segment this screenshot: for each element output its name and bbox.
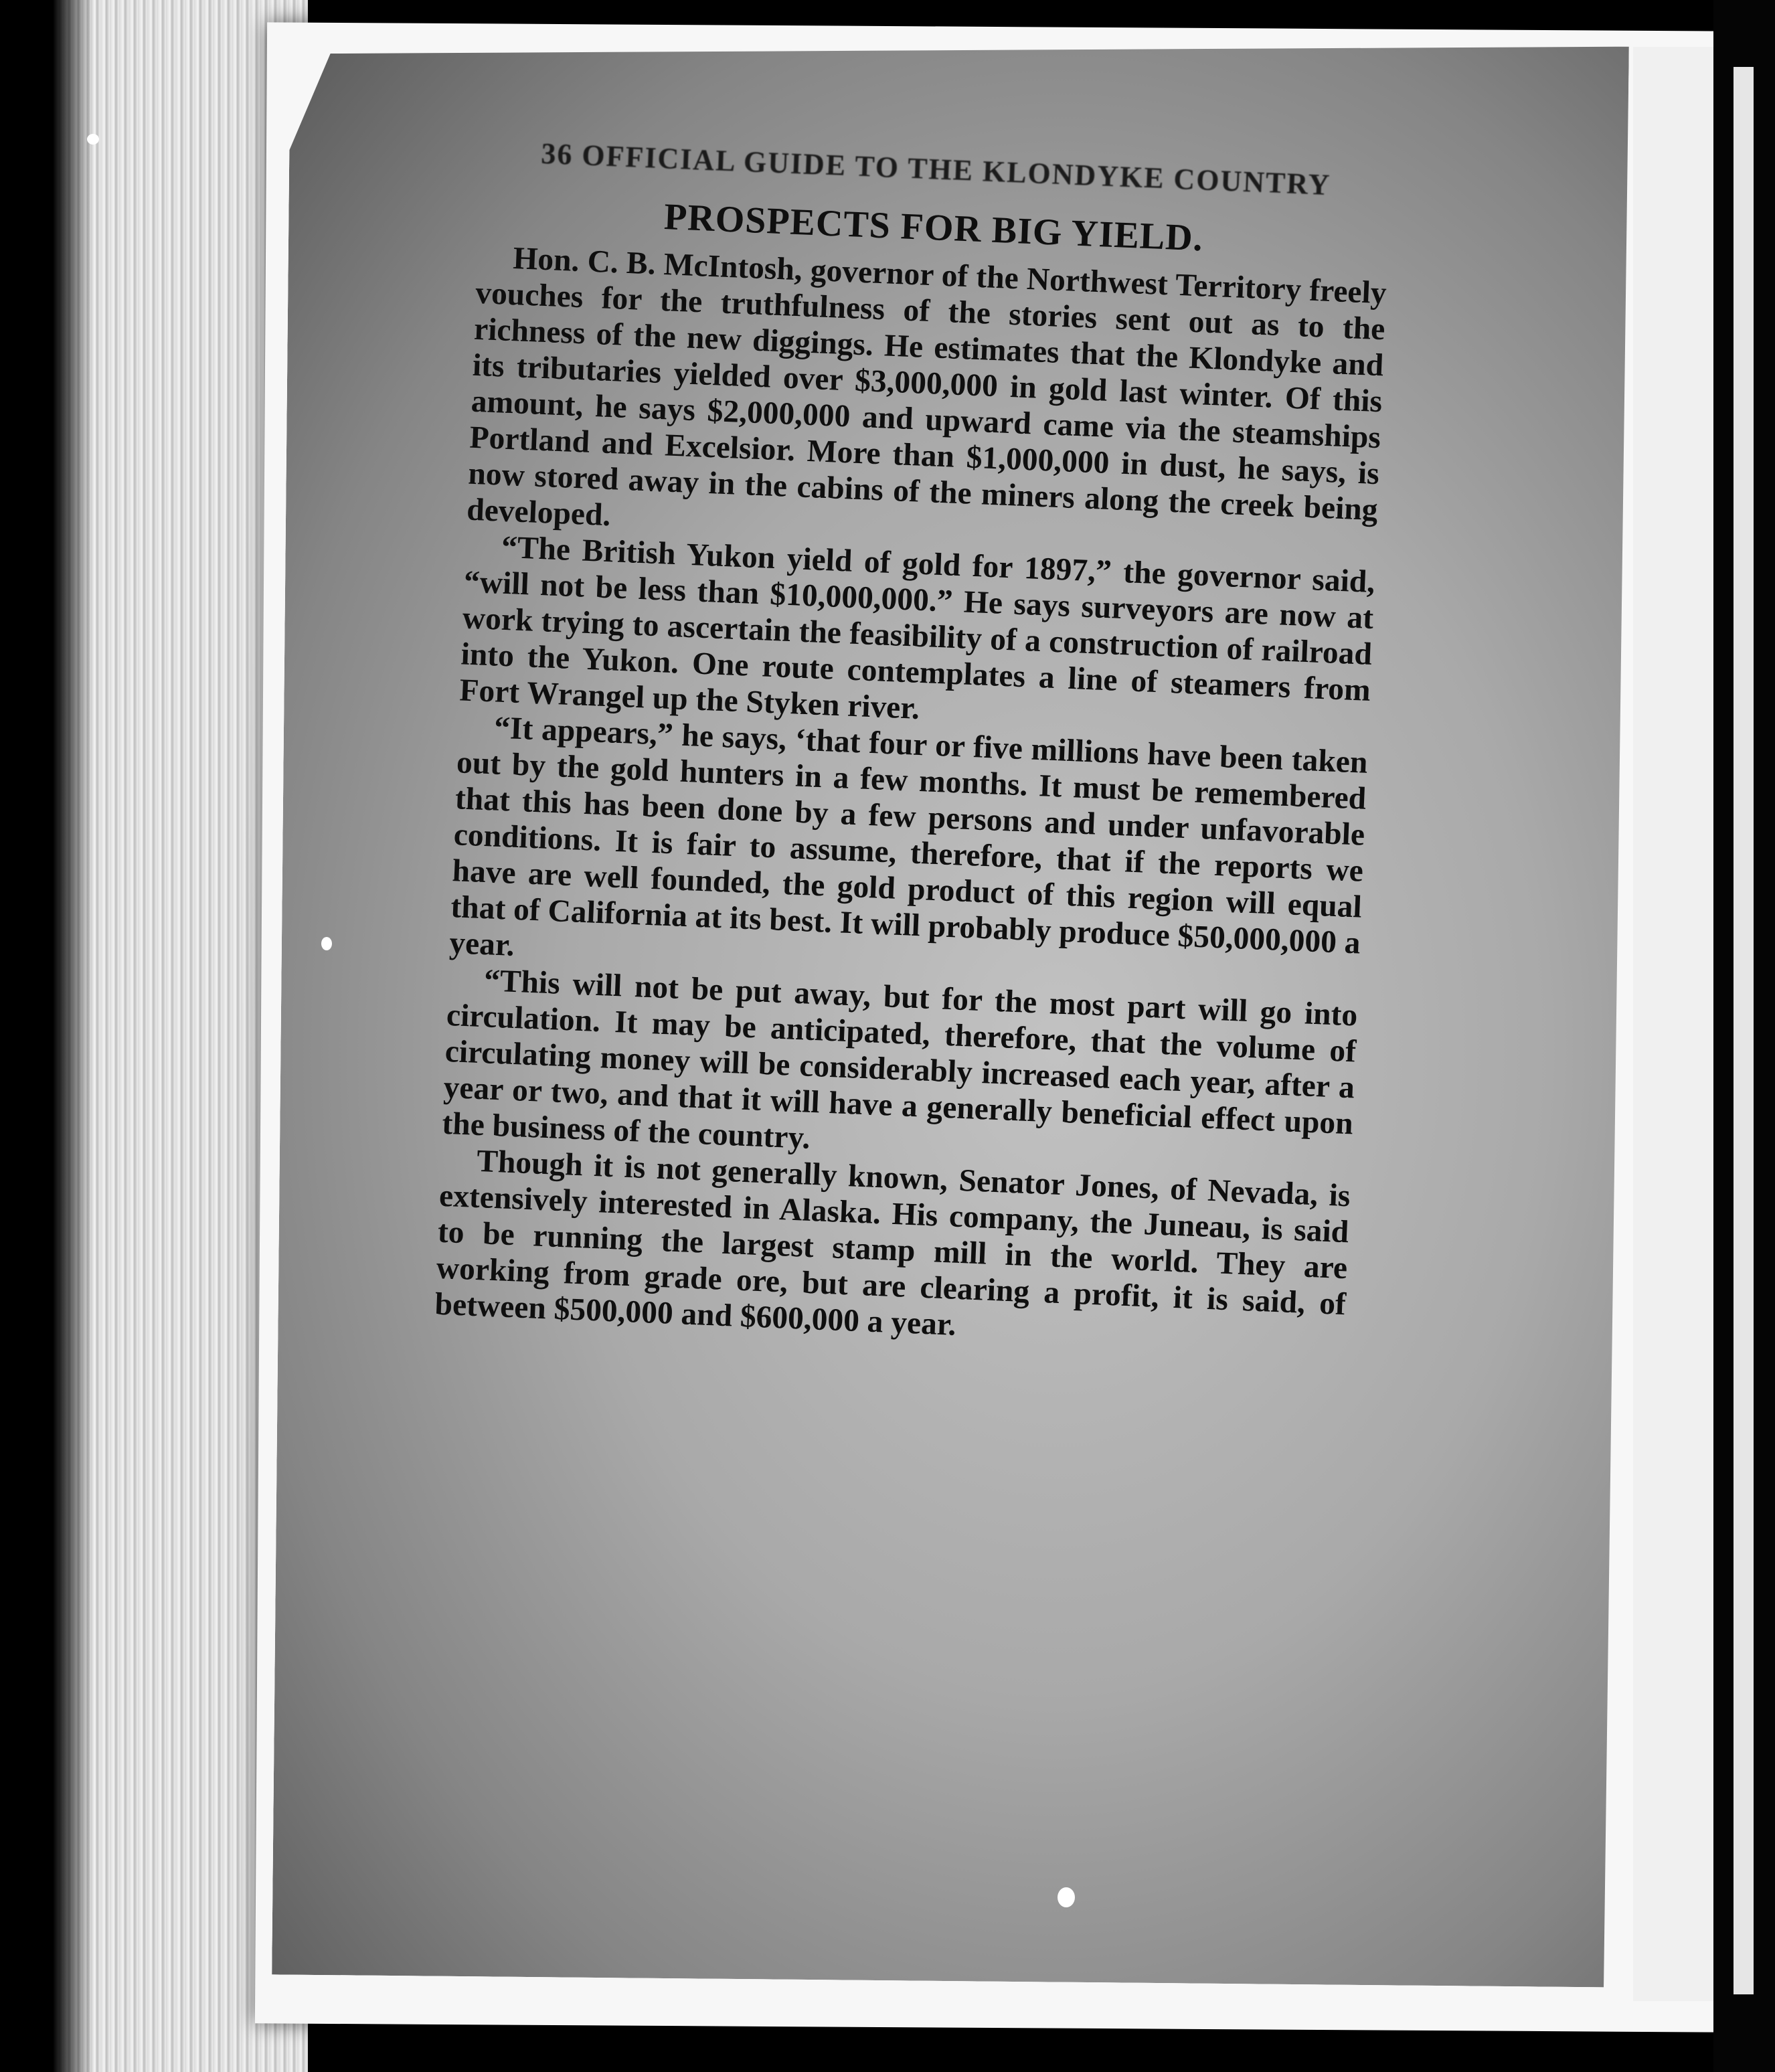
paragraph: Though it is not generally known, Senator Jones, of Nevada, is extensively interested in Alaska. His company, the Juneau, is said to be running the largest stamp mill in the world. They are working from grade ore, but are clearing a profit, it is said, of between $500,000 and $600,000 a year. [434, 1143, 1351, 1343]
next-page-edge [1734, 67, 1754, 1994]
section-title: PROSPECTS FOR BIG YIELD. [663, 196, 1204, 260]
paragraph: Hon. C. B. McIntosh, governor of the Northwest Territory freely vouches for the truthfulness of the stories sent out as to the richness of the new diggings. He estimates that the Klondyke and its tributaries yielded over $3,000,000 in gold last winter. Of this amount, he says $2,000,000 and upward came via the steamships Portland and Excelsior. More than $1,000,000 in dust, he says, is now stored away in the cabins of the miners along the creek being developed. [466, 241, 1387, 533]
dust-speck [87, 134, 99, 145]
paragraph: “This will not be put away, but for the most part will go into circulation. It may be anticipated, therefore, that the volume of circulating money will be considerably increased each year, after a year or two, and that it will have a generally beneficial effect upon the business of the country. [441, 963, 1359, 1156]
right-page-margin [1633, 47, 1720, 2001]
gutter-shadow [54, 0, 94, 2072]
dust-speck [1058, 1887, 1075, 1907]
page-text [423, 134, 1391, 1642]
paragraph: “The British Yukon yield of gold for 1897,” the governor said, “will not be less than $10,000,000.” He says surveyors are now at work trying to ascertain the feasibility of a construction of railroad into the Yukon. One route contemplates a line of steamers from Fort Wrangel up the Styken river. [458, 529, 1376, 726]
dust-speck [321, 937, 332, 950]
running-head: 36 OFFICIAL GUIDE TO THE KLONDYKE COUNTRY [540, 137, 1332, 201]
paragraph: “It appears,” he says, ‘that four or five millions have been taken out by the gold hunters in a few months. It must be remembered that this has been done by a few persons and under unfavorable conditions. It is fair to assume, therefore, that if the reports we have are well founded, the gold product of this region will equal that of California at its best. It will probably produce $50,000,000 a year. [448, 710, 1369, 963]
